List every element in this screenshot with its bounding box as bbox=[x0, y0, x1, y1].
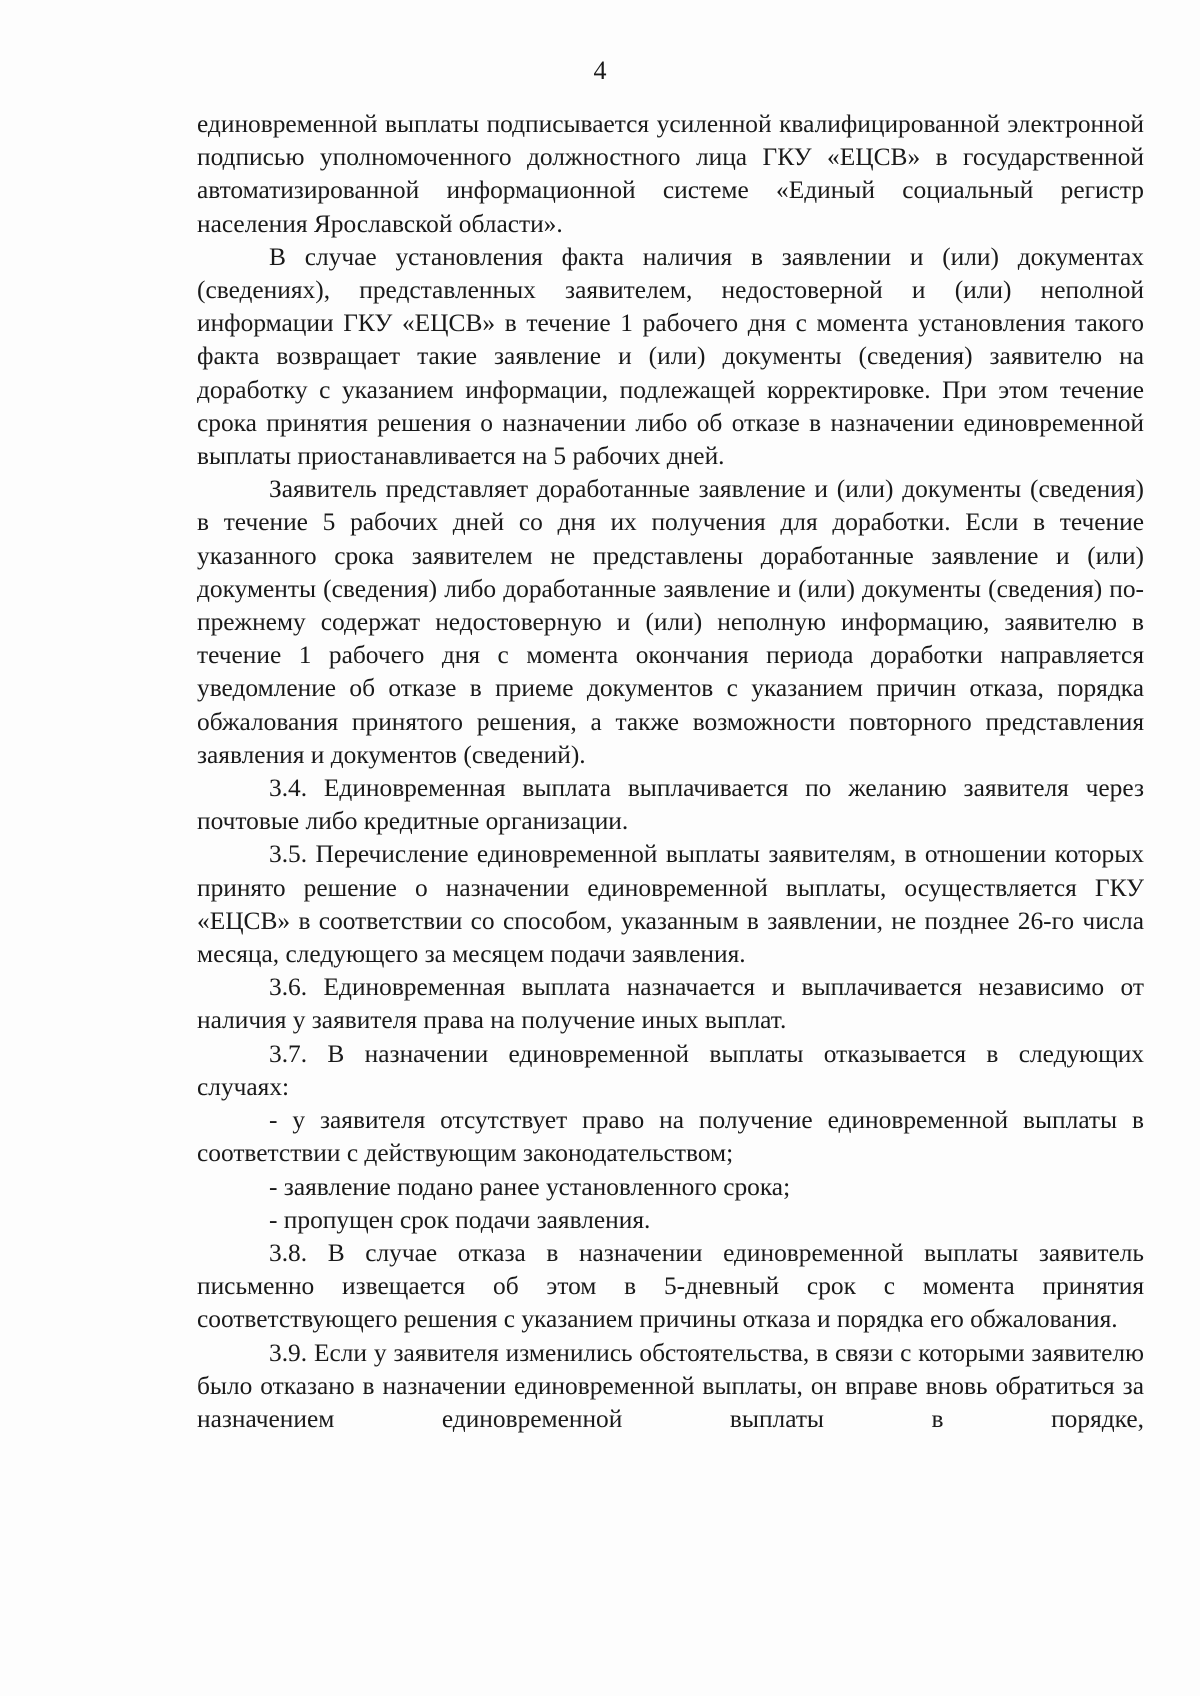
paragraph-3-7: 3.7. В назначении единовременной выплаты отказывается в следующих случаях: bbox=[197, 1039, 1144, 1101]
paragraph-3-5: 3.5. Перечисление единовременной выплаты заявителям, в отношении которых принято решение о назначении единовременной выплаты, осуществляется ГКУ «ЕЦСВ» в соответствии со способом, указанным в заявлении, не позднее 26-го числа месяца, следующего за месяцем подачи заявления. bbox=[197, 840, 1144, 969]
list-item-no-right: - у заявителя отсутствует право на получение единовременной выплаты в соответствии с действующим законодательством; bbox=[197, 1106, 1144, 1168]
page-number: 4 bbox=[593, 56, 607, 85]
paragraph-3-9: 3.9. Если у заявителя изменились обстоятельства, в связи с которыми заявителю было отказано в назначении единовременной выплаты, он вправе вновь обратиться за назначением единовременной выплаты в порядке, bbox=[197, 1338, 1144, 1433]
paragraph-revised-documents: Заявитель представляет доработанные заявление и (или) документы (сведения) в течение 5 рабочих дней со дня их получения для доработки. Если в течение указанного срока заявителем не представлены доработанные заявление и (или) документы (сведения) либо доработанные заявление и (или) документы (сведения) по-прежнему содержат недостоверную и (или) неполную информацию, заявителю в течение 1 рабочего дня с момента окончания периода доработки направляется уведомление об отказе в приеме документов с указанием причин отказа, порядка обжалования принятого решения, а также возможности повторного представления заявления и документов (сведений). bbox=[197, 475, 1144, 769]
list-item-missed-deadline: - пропущен срок подачи заявления. bbox=[269, 1205, 651, 1234]
paragraph-3-8: 3.8. В случае отказа в назначении единовременной выплаты заявитель письменно извещается об этом в 5-дневный срок с момента принятия соответствующего решения с указанием причины отказа и порядка его обжалования. bbox=[197, 1238, 1144, 1334]
list-item-early-application: - заявление подано ранее установленного срока; bbox=[269, 1172, 791, 1201]
paragraph-3-4: 3.4. Единовременная выплата выплачивается по желанию заявителя через почтовые либо кредитные организации. bbox=[197, 774, 1144, 836]
document-body bbox=[197, 108, 1144, 1436]
paragraph-continuation: единовременной выплаты подписывается усиленной квалифицированной электронной подписью уполномоченного должностного лица ГКУ «ЕЦСВ» в государственной автоматизированной информационной системе «Единый социальный регистр населения Ярославской области». bbox=[197, 110, 1144, 238]
paragraph-3-6: 3.6. Единовременная выплата назначается и выплачивается независимо от наличия у заявителя права на получение иных выплат. bbox=[197, 973, 1144, 1035]
paragraph-incomplete-info: В случае установления факта наличия в заявлении и (или) документах (сведениях), представленных заявителем, недостоверной и (или) неполной информации ГКУ «ЕЦСВ» в течение 1 рабочего дня с момента установления такого факта возвращает такие заявление и (или) документы (сведения) заявителю на доработку с указанием информации, подлежащей корректировке. При этом течение срока принятия решения о назначении либо об отказе в назначении единовременной выплаты приостанавливается на 5 рабочих дней. bbox=[197, 242, 1144, 471]
